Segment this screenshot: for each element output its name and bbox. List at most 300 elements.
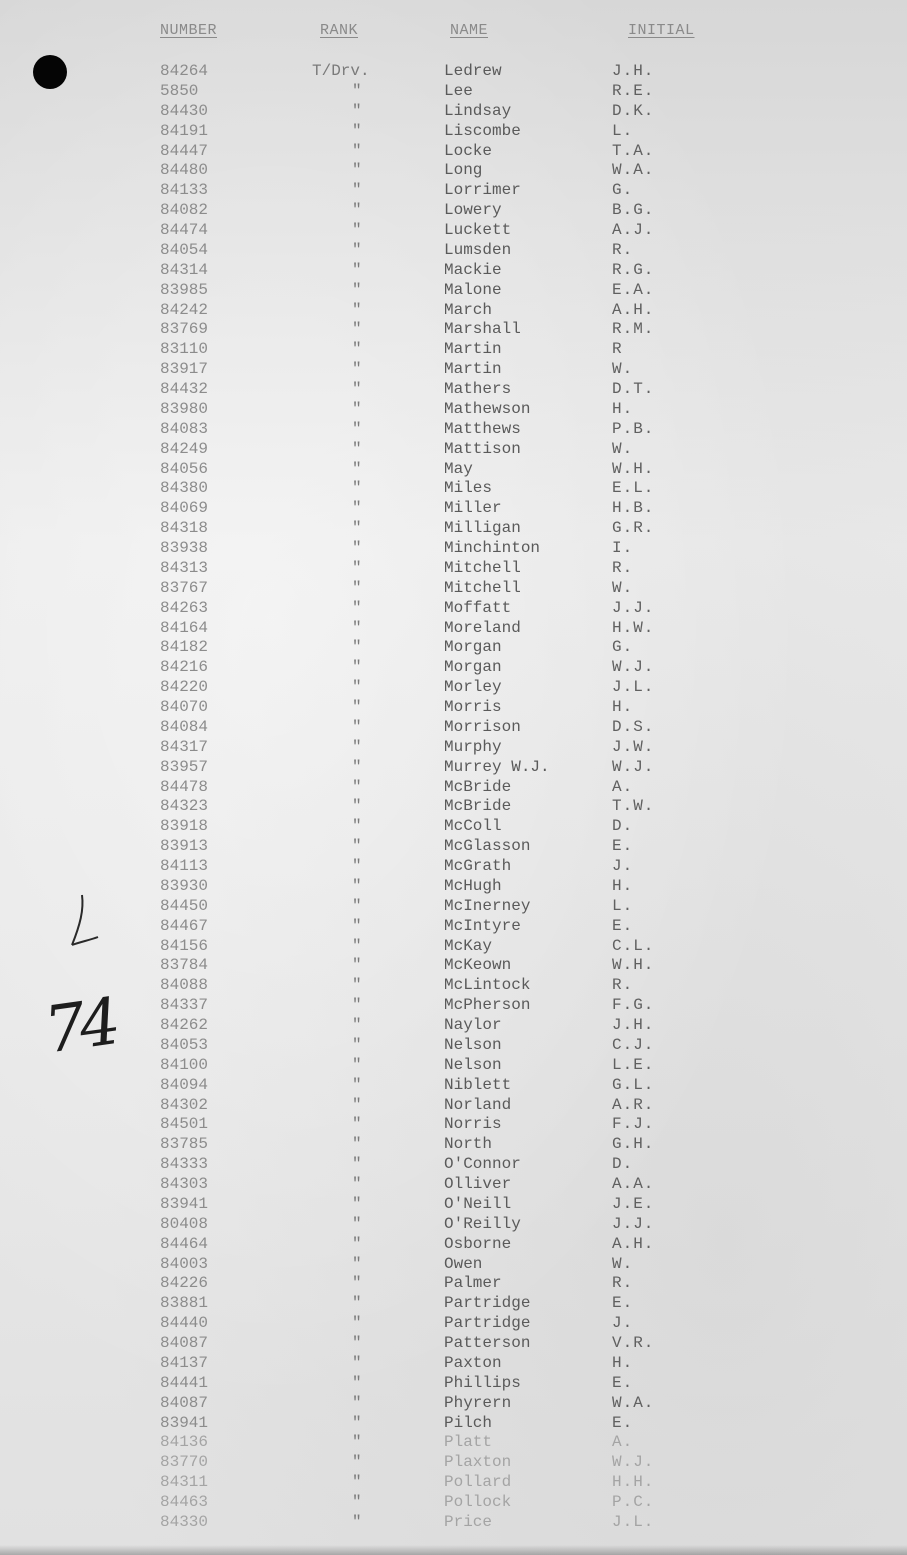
cell-number: 83980 [160, 399, 209, 418]
cell-name: Locke [444, 141, 493, 160]
cell-initial: R. [612, 240, 634, 259]
table-row [0, 1076, 907, 1096]
cell-name: Mathers [444, 380, 512, 398]
cell-name: Lindsay [444, 101, 512, 120]
cell-name: Marshall [444, 320, 521, 339]
cell-name: Mitchell [444, 558, 521, 577]
cell-number: 84464 [160, 1234, 209, 1253]
cell-rank: " [352, 1254, 362, 1273]
header-initial: INITIAL [628, 22, 695, 39]
cell-number: 83917 [160, 360, 209, 379]
cell-initial: H.B. [612, 499, 655, 518]
cell-number: 84069 [160, 499, 209, 518]
table-row [0, 1294, 907, 1314]
cell-name: May [444, 459, 473, 478]
cell-rank: " [352, 698, 362, 716]
cell-rank: " [352, 399, 362, 418]
cell-number: 84478 [160, 777, 209, 796]
cell-rank: " [352, 101, 362, 120]
cell-initial: F.J. [612, 1115, 655, 1134]
cell-name: Martin [444, 340, 502, 359]
cell-name: Mattison [444, 439, 521, 458]
cell-rank: " [352, 380, 362, 398]
table-row [0, 559, 907, 579]
cell-name: Minchinton [444, 539, 541, 557]
cell-number: 84056 [160, 459, 209, 478]
cell-rank: " [352, 121, 362, 140]
cell-rank: " [352, 1453, 362, 1472]
cell-rank: " [352, 260, 362, 279]
table-row [0, 1175, 907, 1195]
cell-name: Morley [444, 678, 502, 697]
table-row [0, 619, 907, 639]
cell-number: 84463 [160, 1493, 209, 1511]
cell-rank: " [352, 340, 362, 359]
cell-number: 84467 [160, 916, 209, 935]
table-row [0, 420, 907, 440]
cell-number: 83930 [160, 876, 209, 895]
cell-name: Malone [444, 280, 502, 299]
cell-rank: " [352, 240, 362, 259]
cell-initial: W.H. [612, 956, 655, 975]
cell-name: McLintock [444, 976, 531, 995]
cell-name: McGrath [444, 857, 512, 875]
cell-number: 84313 [160, 558, 209, 577]
cell-initial: E. [612, 1413, 634, 1432]
table-row [0, 837, 907, 857]
column-header-row [0, 22, 907, 46]
cell-initial: H. [612, 399, 634, 418]
cell-rank: " [352, 876, 362, 895]
table-row [0, 678, 907, 698]
cell-initial: W.J. [612, 658, 655, 677]
table-row [0, 142, 907, 162]
cell-number: 83785 [160, 1135, 209, 1154]
table-row [0, 221, 907, 241]
table-row [0, 460, 907, 480]
cell-number: 84302 [160, 1095, 209, 1114]
cell-name: Osborne [444, 1234, 512, 1253]
cell-rank: " [352, 181, 362, 200]
cell-initial: E. [612, 1373, 634, 1392]
cell-name: Lowery [444, 201, 502, 220]
cell-rank: " [352, 717, 362, 736]
cell-number: 84323 [160, 797, 209, 816]
table-row [0, 1135, 907, 1155]
cell-rank: " [352, 539, 362, 557]
cell-number: 83913 [160, 837, 209, 856]
cell-initial: W.J. [612, 757, 655, 776]
cell-name: Mitchell [444, 578, 521, 597]
cell-initial: T.W. [612, 797, 655, 816]
cell-name: North [444, 1135, 493, 1154]
table-row [0, 340, 907, 360]
cell-initial: H.W. [612, 618, 655, 637]
cell-number: 84432 [160, 380, 209, 398]
cell-initial: H. [612, 698, 634, 716]
cell-rank: " [352, 1075, 362, 1094]
cell-initial: J. [612, 857, 634, 875]
cell-number: 84249 [160, 439, 209, 458]
cell-rank: " [352, 419, 362, 438]
cell-initial: A.H. [612, 300, 655, 319]
cell-rank: " [352, 1334, 362, 1352]
cell-number: 83918 [160, 817, 209, 836]
table-row [0, 1115, 907, 1135]
cell-name: McPherson [444, 996, 531, 1015]
cell-rank: " [352, 797, 362, 816]
cell-name: Morris [444, 698, 502, 716]
cell-name: Morgan [444, 658, 502, 677]
cell-number: 84380 [160, 479, 209, 498]
cell-name: Paxton [444, 1353, 502, 1372]
table-row [0, 1036, 907, 1056]
cell-initial: R.E. [612, 81, 655, 100]
table-row [0, 1274, 907, 1294]
cell-name: McColl [444, 817, 502, 836]
cell-rank: " [352, 1016, 362, 1034]
cell-number: 5850 [160, 81, 199, 100]
cell-number: 84156 [160, 936, 209, 955]
cell-number: 84113 [160, 857, 209, 875]
table-row [0, 857, 907, 877]
cell-initial: B.G. [612, 201, 655, 220]
cell-number: 84242 [160, 300, 209, 319]
cell-rank: " [352, 1433, 362, 1452]
cell-name: Lorrimer [444, 181, 521, 200]
cell-rank: " [352, 976, 362, 995]
cell-initial: W. [612, 578, 634, 597]
cell-initial: A.H. [612, 1234, 655, 1253]
cell-number: 84084 [160, 717, 209, 736]
cell-initial: J.E. [612, 1194, 655, 1213]
cell-number: 84311 [160, 1473, 209, 1492]
cell-rank: " [352, 280, 362, 299]
table-row [0, 917, 907, 937]
cell-name: Martin [444, 360, 502, 379]
cell-initial: J.J. [612, 1214, 655, 1233]
cell-initial: C.L. [612, 936, 655, 955]
table-row [0, 62, 907, 82]
cell-rank: " [352, 777, 362, 796]
cell-name: Pollock [444, 1493, 512, 1511]
cell-number: 83784 [160, 956, 209, 975]
cell-number: 83770 [160, 1453, 209, 1472]
table-row [0, 479, 907, 499]
cell-name: Mackie [444, 260, 502, 279]
cell-initial: J.L. [612, 1512, 655, 1531]
cell-initial: A. [612, 1433, 634, 1452]
cell-rank: " [352, 1234, 362, 1253]
cell-name: Partridge [444, 1314, 531, 1333]
cell-initial: D.K. [612, 101, 655, 120]
cell-rank: " [352, 996, 362, 1015]
table-row [0, 976, 907, 996]
table-row [0, 201, 907, 221]
table-row [0, 718, 907, 738]
cell-initial: V.R. [612, 1334, 655, 1352]
table-row [0, 380, 907, 400]
cell-initial: D. [612, 817, 634, 836]
table-row [0, 1354, 907, 1374]
cell-number: 83941 [160, 1413, 209, 1432]
cell-number: 84087 [160, 1334, 209, 1352]
cell-number: 83957 [160, 757, 209, 776]
table-row [0, 440, 907, 460]
cell-name: McKeown [444, 956, 512, 975]
table-row [0, 1255, 907, 1275]
table-row [0, 1334, 907, 1354]
cell-name: Norris [444, 1115, 502, 1134]
table-row [0, 778, 907, 798]
cell-number: 84333 [160, 1155, 209, 1174]
cell-initial: L. [612, 121, 634, 140]
cell-name: Ledrew [444, 62, 502, 80]
cell-initial: W.H. [612, 459, 655, 478]
table-row [0, 579, 907, 599]
cell-rank: " [352, 201, 362, 220]
table-row [0, 161, 907, 181]
cell-initial: T.A. [612, 141, 655, 160]
cell-rank: " [352, 360, 362, 379]
cell-name: Nelson [444, 1055, 502, 1074]
cell-rank: " [352, 1135, 362, 1154]
cell-name: O'Connor [444, 1155, 521, 1174]
cell-name: Pilch [444, 1413, 493, 1432]
cell-initial: E.A. [612, 280, 655, 299]
cell-initial: W.A. [612, 161, 655, 180]
cell-rank: " [352, 896, 362, 915]
header-rank: RANK [320, 22, 359, 39]
cell-rank: " [352, 439, 362, 458]
table-row [0, 261, 907, 281]
cell-rank: " [352, 916, 362, 935]
cell-name: Price [444, 1512, 493, 1531]
cell-number: 84317 [160, 737, 209, 756]
cell-initial: J.J. [612, 598, 655, 617]
cell-number: 83767 [160, 578, 209, 597]
table-row [0, 956, 907, 976]
cell-rank: " [352, 1214, 362, 1233]
cell-number: 84133 [160, 181, 209, 200]
cell-initial: P.B. [612, 419, 655, 438]
table-row [0, 241, 907, 261]
cell-rank: " [352, 499, 362, 518]
cell-rank: " [352, 1194, 362, 1213]
table-row [0, 897, 907, 917]
cell-name: Long [444, 161, 483, 180]
table-row [0, 1215, 907, 1235]
cell-rank: " [352, 817, 362, 836]
cell-number: 84216 [160, 658, 209, 677]
cell-number: 84136 [160, 1433, 209, 1452]
table-row [0, 320, 907, 340]
table-row [0, 1016, 907, 1036]
table-row [0, 400, 907, 420]
cell-name: Murphy [444, 737, 502, 756]
cell-rank: " [352, 618, 362, 637]
cell-initial: R.G. [612, 260, 655, 279]
table-row [0, 82, 907, 102]
cell-name: McKay [444, 936, 493, 955]
cell-rank: " [352, 757, 362, 776]
cell-name: Milligan [444, 519, 521, 538]
table-row [0, 817, 907, 837]
table-row [0, 301, 907, 321]
cell-number: 84182 [160, 638, 209, 657]
cell-name: Phillips [444, 1373, 521, 1392]
cell-number: 84474 [160, 221, 209, 239]
cell-number: 83985 [160, 280, 209, 299]
handwritten-margin-note: 74 [40, 985, 120, 1069]
cell-rank: " [352, 837, 362, 856]
cell-name: Nelson [444, 1035, 502, 1054]
cell-number: 84053 [160, 1035, 209, 1054]
cell-name: McIntyre [444, 916, 521, 935]
cell-number: 83881 [160, 1294, 209, 1313]
table-row [0, 738, 907, 758]
cell-initial: G.H. [612, 1135, 655, 1154]
table-row [0, 281, 907, 301]
cell-name: Patterson [444, 1334, 531, 1352]
cell-number: 84447 [160, 141, 209, 160]
table-row [0, 1513, 907, 1533]
cell-initial: D.S. [612, 717, 655, 736]
cell-name: March [444, 300, 493, 319]
cell-rank: " [352, 678, 362, 697]
cell-initial: E. [612, 916, 634, 935]
table-row [0, 797, 907, 817]
cell-rank: " [352, 1413, 362, 1432]
cell-name: Matthews [444, 419, 521, 438]
cell-name: McHugh [444, 876, 502, 895]
cell-initial: E. [612, 1294, 634, 1313]
table-row [0, 122, 907, 142]
cell-name: Naylor [444, 1016, 502, 1034]
cell-name: Niblett [444, 1075, 512, 1094]
cell-rank: " [352, 320, 362, 339]
cell-rank: " [352, 857, 362, 875]
cell-name: Olliver [444, 1175, 512, 1193]
cell-initial: G.L. [612, 1075, 655, 1094]
cell-initial: R. [612, 1274, 634, 1293]
cell-number: 84088 [160, 976, 209, 995]
cell-number: 84441 [160, 1373, 209, 1392]
cell-number: 84318 [160, 519, 209, 538]
table-row [0, 698, 907, 718]
cell-number: 83769 [160, 320, 209, 339]
header-number: NUMBER [160, 22, 218, 39]
cell-name: Platt [444, 1433, 493, 1452]
cell-number: 84330 [160, 1512, 209, 1531]
cell-name: McInerney [444, 896, 531, 915]
cell-initial: D.T. [612, 380, 655, 398]
cell-rank: " [352, 161, 362, 180]
cell-initial: G. [612, 181, 634, 200]
cell-name: McGlasson [444, 837, 531, 856]
cell-number: 84264 [160, 62, 209, 80]
cell-rank: " [352, 1055, 362, 1074]
cell-rank: " [352, 1314, 362, 1333]
cell-name: Mathewson [444, 399, 531, 418]
table-row [0, 599, 907, 619]
cell-initial: W. [612, 360, 634, 379]
cell-name: Phyrern [444, 1393, 512, 1412]
cell-initial: R. [612, 558, 634, 577]
cell-rank: " [352, 658, 362, 677]
cell-name: Palmer [444, 1274, 502, 1293]
cell-initial: G. [612, 638, 634, 657]
table-row [0, 1096, 907, 1116]
table-row [0, 102, 907, 122]
cell-rank: " [352, 300, 362, 319]
roster-list [0, 62, 907, 1533]
cell-name: Morgan [444, 638, 502, 657]
cell-initial: R. [612, 976, 634, 995]
cell-rank: " [352, 459, 362, 478]
table-row [0, 1433, 907, 1453]
table-row [0, 658, 907, 678]
cell-number: 84450 [160, 896, 209, 915]
cell-rank: " [352, 1115, 362, 1134]
page-bottom-shadow [0, 1545, 907, 1555]
cell-number: 84191 [160, 121, 209, 140]
cell-rank: " [352, 936, 362, 955]
cell-number: 80408 [160, 1214, 209, 1233]
cell-name: McBride [444, 777, 512, 796]
table-row [0, 519, 907, 539]
cell-rank: " [352, 956, 362, 975]
cell-rank: " [352, 81, 362, 100]
table-row [0, 1235, 907, 1255]
cell-rank: " [352, 1175, 362, 1193]
cell-initial: D. [612, 1155, 634, 1174]
cell-number: 84003 [160, 1254, 209, 1273]
cell-number: 84430 [160, 101, 209, 120]
cell-initial: W.A. [612, 1393, 655, 1412]
table-row [0, 1155, 907, 1175]
table-row [0, 181, 907, 201]
cell-initial: R.M. [612, 320, 655, 339]
table-row [0, 758, 907, 778]
cell-name: Liscombe [444, 121, 521, 140]
table-row [0, 638, 907, 658]
cell-name: O'Neill [444, 1194, 512, 1213]
cell-name: O'Reilly [444, 1214, 521, 1233]
cell-name: Plaxton [444, 1453, 512, 1472]
cell-rank: " [352, 1353, 362, 1372]
cell-rank: " [352, 141, 362, 160]
cell-initial: P.C. [612, 1493, 655, 1511]
cell-rank: " [352, 578, 362, 597]
cell-initial: A.R. [612, 1095, 655, 1114]
cell-rank: " [352, 519, 362, 538]
table-row [0, 1473, 907, 1493]
cell-number: 84094 [160, 1075, 209, 1094]
cell-initial: C.J. [612, 1035, 655, 1054]
cell-initial: A.A. [612, 1175, 655, 1193]
cell-initial: J. [612, 1314, 634, 1333]
cell-rank: " [352, 1274, 362, 1293]
cell-initial: W.J. [612, 1453, 655, 1472]
cell-initial: L. [612, 896, 634, 915]
cell-name: Moffatt [444, 598, 512, 617]
cell-number: 84220 [160, 678, 209, 697]
handwritten-tick-mark [62, 890, 102, 960]
cell-number: 84480 [160, 161, 209, 180]
cell-number: 84303 [160, 1175, 209, 1193]
table-row [0, 1195, 907, 1215]
